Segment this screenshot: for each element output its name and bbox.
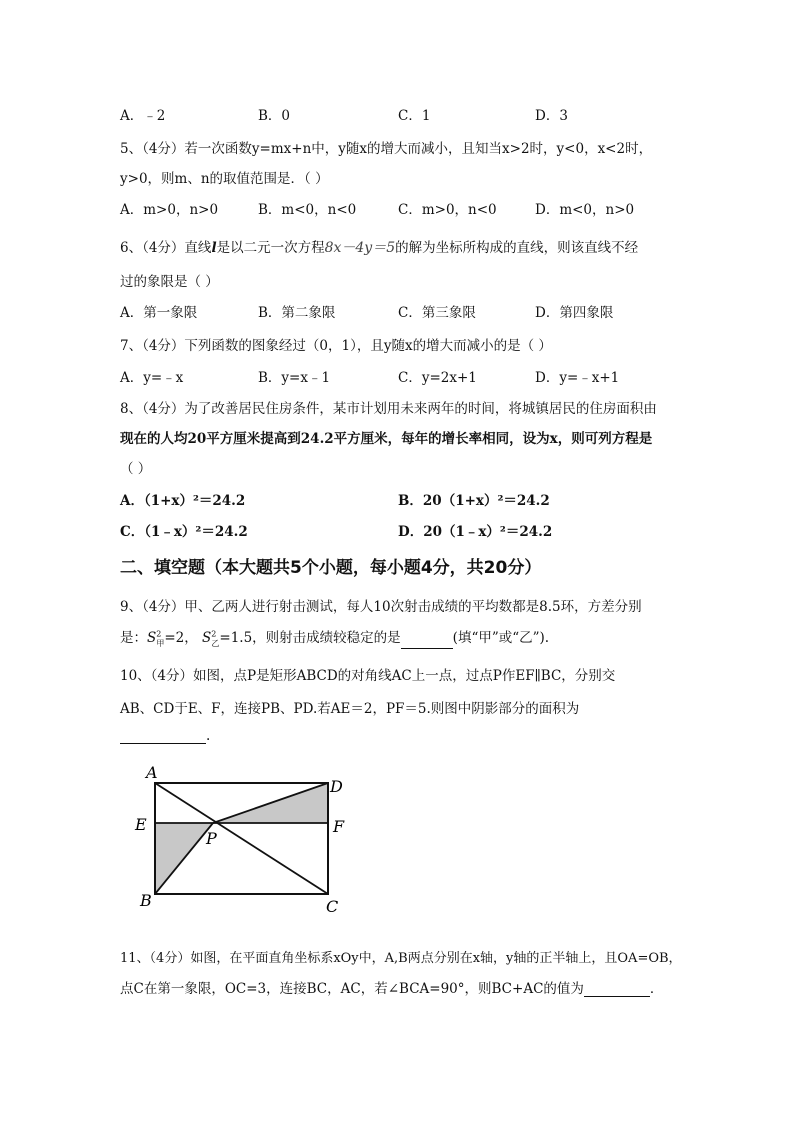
q4-option-a: A．﹣2 [120, 108, 166, 124]
q5-line1: 5、（4分）若一次函数y=mx+n中，y随x的增大而减小，且知当x>2时，y<0，x<2时， [120, 141, 653, 157]
section2-title: 二、填空题（本大题共5个小题，每小题4分，共20分） [120, 558, 542, 578]
q8-option-d: D．20（1﹣x）²＝24.2 [398, 524, 553, 540]
q6-option-d: D．第四象限 [535, 305, 614, 321]
q4-option-c: C．1 [398, 108, 431, 124]
q11-line2-text: 点C在第一象限，OC=3，连接BC，AC，若∠BCA=90°，则BC+AC的值为 [120, 981, 584, 997]
label-e: E [135, 815, 147, 834]
q6-line1 [120, 236, 638, 257]
q6-pre: 6、（4分）直线 [120, 240, 212, 256]
q10-answer-blank[interactable] [120, 729, 206, 744]
q9-variance-symbol-2: S [202, 630, 212, 646]
q6-post: 的解为坐标所构成的直线，则该直线不经 [395, 240, 639, 256]
q7-option-d: D．y=﹣x+1 [535, 370, 620, 386]
q9-line1: 9、（4分）甲、乙两人进行射击测试，每人10次射击成绩的平均数都是8.5环，方差分别 [120, 599, 642, 615]
q9-sub-2: 乙 [211, 638, 220, 648]
q9-variance-symbol-1: S [147, 630, 157, 646]
label-a: A [146, 763, 158, 782]
q9-value-1: =2， [164, 630, 198, 646]
q7-option-a: A．y=﹣x [120, 370, 184, 386]
q4-option-d: D．3 [535, 108, 568, 124]
rectangle-figure [130, 760, 355, 920]
label-f: F [333, 817, 345, 836]
q11-line1: 11、（4分）如图，在平面直角坐标系xOy中，A,B两点分别在x轴，y轴的正半轴上，且OA=OB， [120, 951, 682, 966]
q9-pre: 是： [120, 630, 147, 646]
q10-line3 [120, 728, 210, 744]
q6-mid: 是以二元一次方程 [216, 240, 325, 256]
q10-line1: 10、（4分）如图，点P是矩形ABCD的对角线AC上一点，过点P作EF∥BC，分别交 [120, 668, 616, 684]
q6-line2: 过的象限是（ ） [120, 274, 219, 290]
label-c: C [326, 897, 339, 916]
q11-line2-end: ． [649, 981, 664, 997]
q7-option-c: C．y=2x+1 [398, 370, 477, 386]
q8-option-b: B．20（1+x）²＝24.2 [398, 493, 550, 509]
q8-line3: （ ） [120, 461, 152, 477]
q11-line2 [120, 977, 663, 997]
q8-line2: 现在的人均20平方厘米提高到24.2平方厘米，每年的增长率相同，设为x，则可列方程是 [120, 431, 653, 447]
q6-option-b: B．第二象限 [258, 305, 336, 321]
q5-line2: y>0，则m、n的取值范围是．（ ） [120, 171, 329, 187]
q6-option-c: C．第三象限 [398, 305, 476, 321]
q8-line1: 8、（4分）为了改善居民住房条件，某市计划用未来两年的时间，将城镇居民的住房面积由 [120, 401, 657, 417]
q5-option-c: C．m>0，n<0 [398, 202, 497, 218]
label-d: D [330, 777, 343, 796]
q10-line3-end: . [206, 728, 211, 744]
q5-option-d: D．m<0，n>0 [535, 202, 635, 218]
q8-option-a: A．（1+x）²＝24.2 [120, 493, 246, 509]
q11-answer-blank[interactable] [584, 982, 650, 997]
q9-answer-blank[interactable] [401, 648, 453, 649]
q7-line1: 7、（4分）下列函数的图象经过（0，1），且y随x的增大而减小的是（ ） [120, 338, 552, 354]
q9-sub-1: 甲 [156, 638, 165, 648]
q6-equation: 8x－4y＝5 [324, 240, 396, 256]
label-b: B [140, 891, 152, 910]
label-p: P [206, 829, 217, 848]
q9-post: (填“甲”或“乙”). [452, 630, 550, 646]
q4-option-b: B．0 [258, 108, 291, 124]
q6-var: l [211, 240, 217, 256]
q5-option-a: A．m>0，n>0 [120, 202, 219, 218]
q9-value-2: =1.5，则射击成绩较稳定的是 [219, 630, 401, 646]
q5-option-b: B．m<0，n<0 [258, 202, 357, 218]
q10-line2: AB、CD于E、F，连接PB、PD.若AE＝2，PF＝5.则图中阴影部分的面积为 [120, 701, 580, 717]
q8-option-c: C．（1﹣x）²＝24.2 [120, 524, 248, 540]
q7-option-b: B．y=x﹣1 [258, 370, 331, 386]
q9-line2: 是：$S^2_甲=2$， $S^2_乙=1.5$，则射击成绩较稳定的是 (填“甲”或“乙”). [120, 629, 550, 648]
q6-option-a: A．第一象限 [120, 305, 198, 321]
